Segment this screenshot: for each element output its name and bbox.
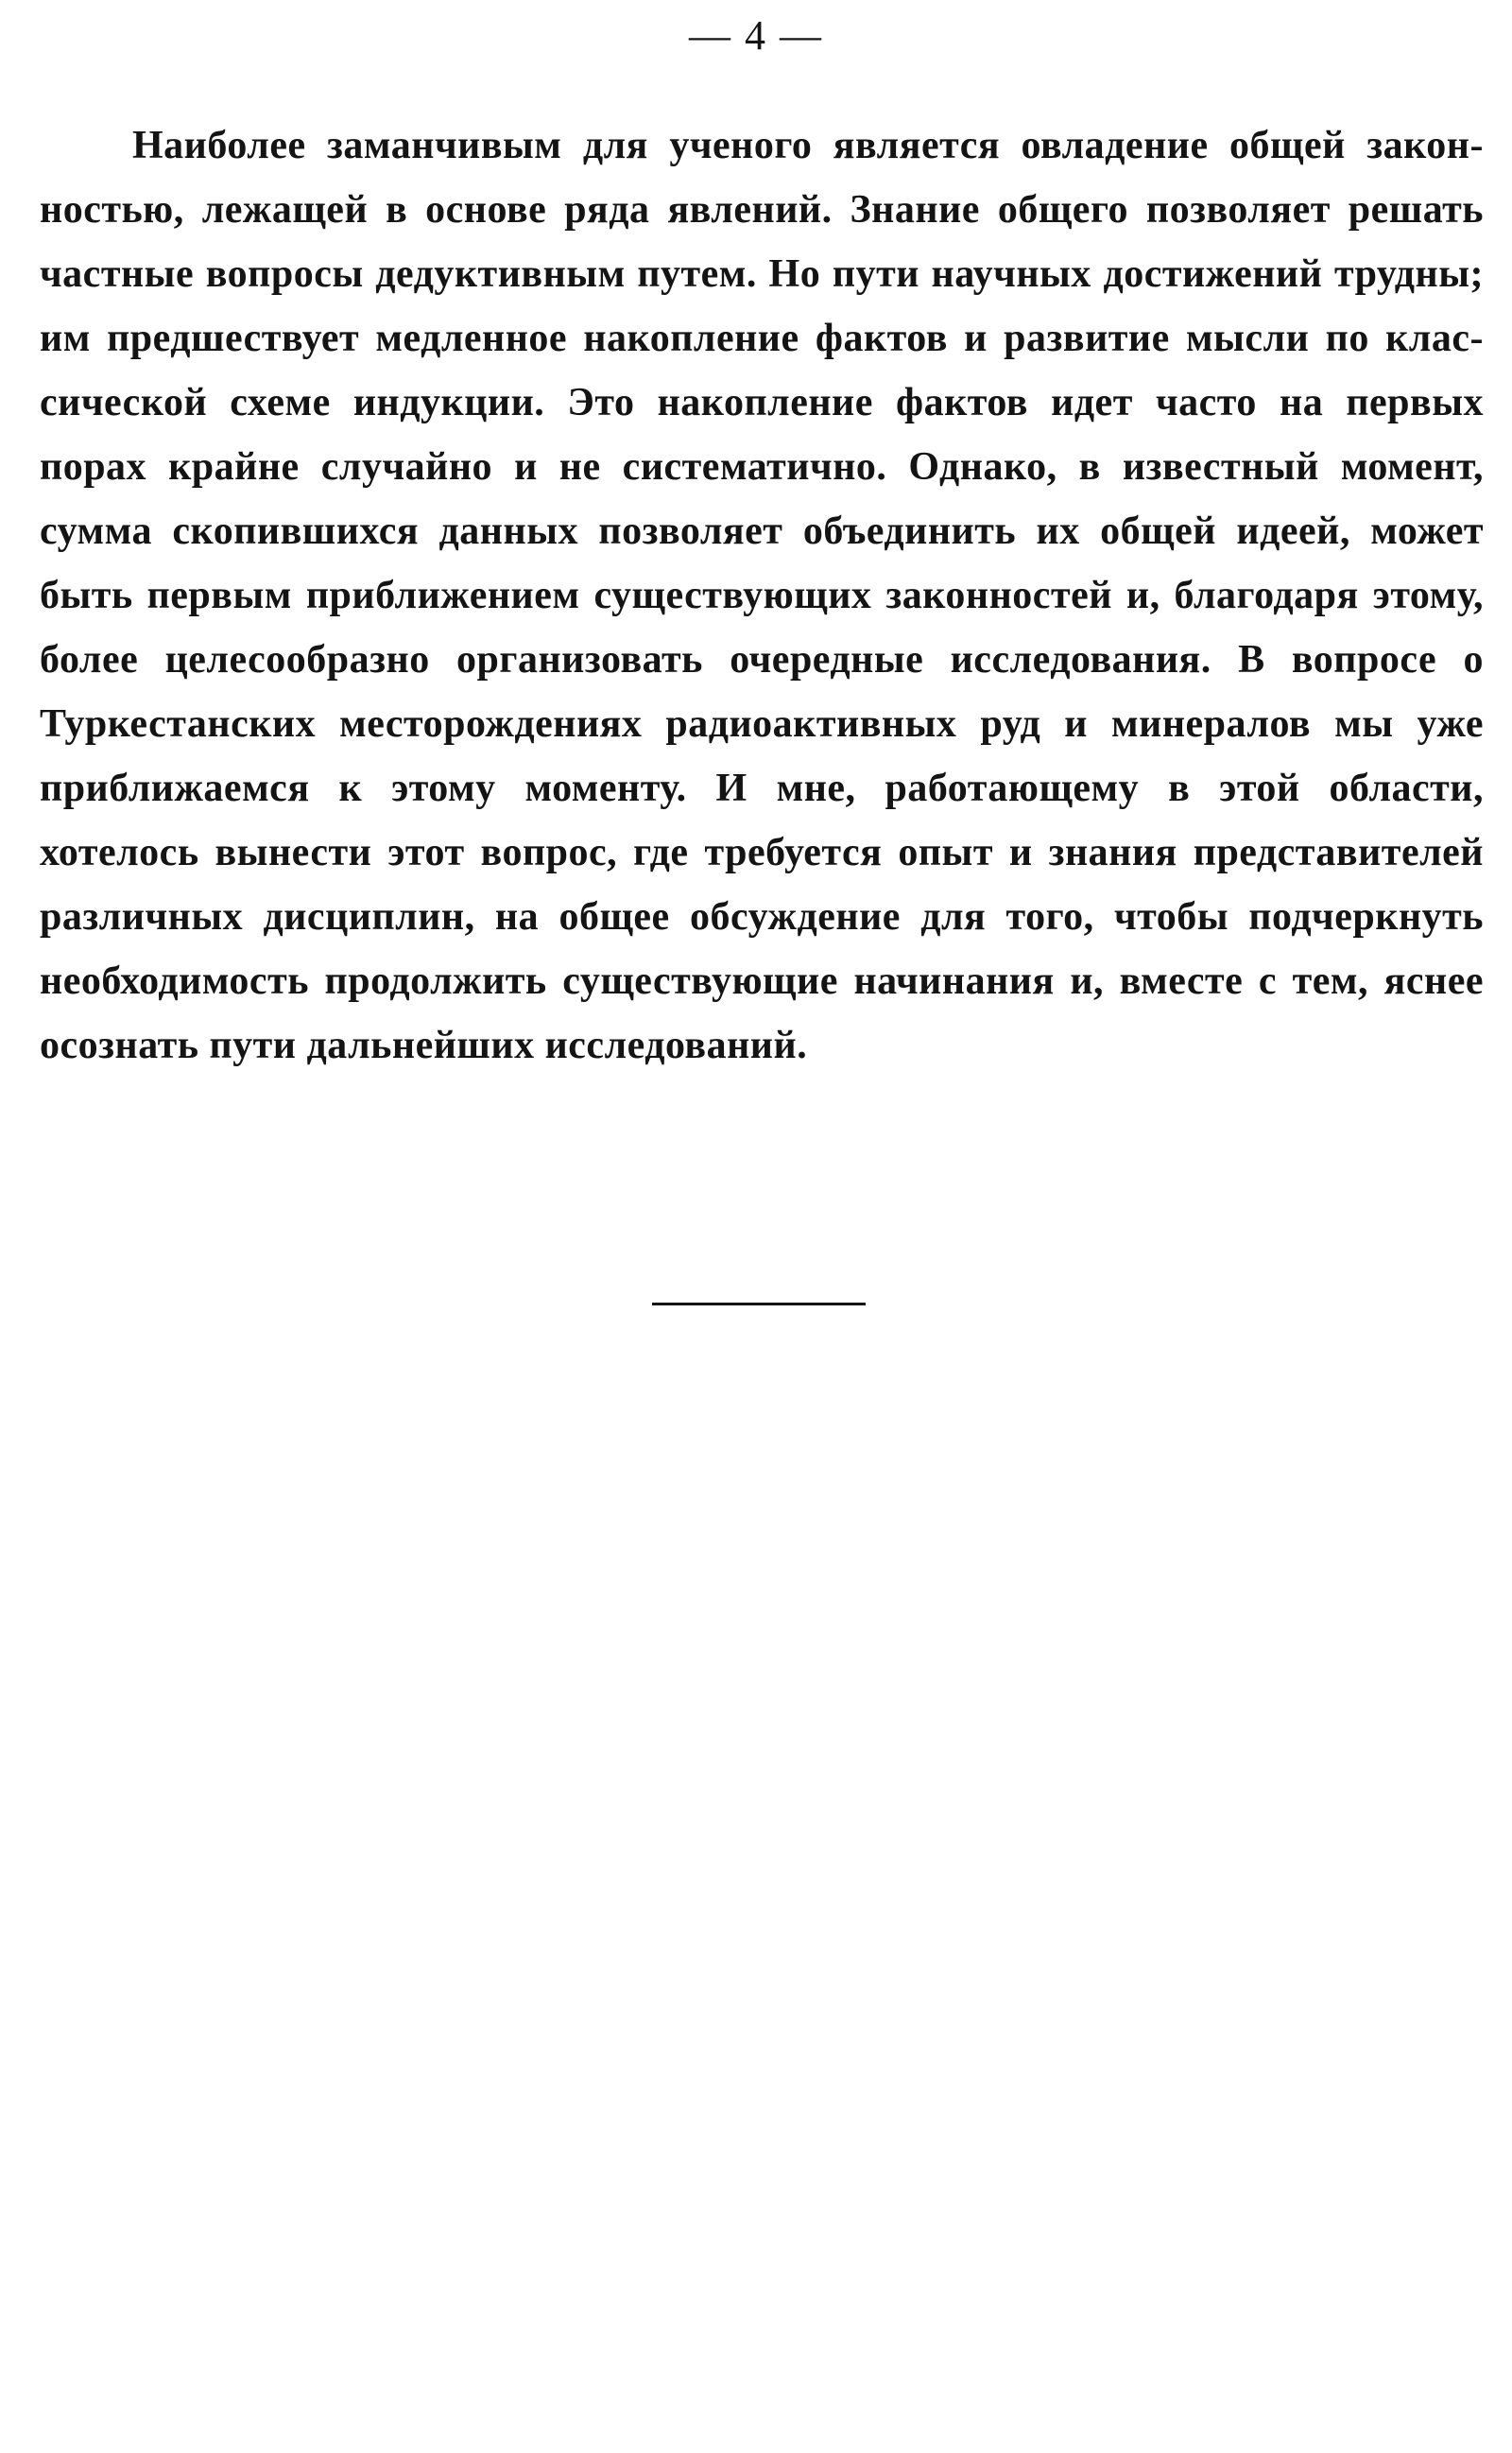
text-line: порах крайне случайно и не систематично. Однако, в известный момент,	[40, 445, 1484, 489]
text-line: сумма скопившихся данных позволяет объединить их общей идеей, может	[40, 510, 1484, 553]
section-end-rule	[652, 1303, 866, 1305]
text-line: приближаемся к этому моменту. И мне, работающему в этой области,	[40, 767, 1484, 810]
text-line: более целесообразно организовать очередные исследования. В вопросе о	[40, 638, 1484, 682]
page-number: — 4 —	[689, 12, 823, 59]
text-line: частные вопросы дедуктивным путем. Но пути научных достижений трудны;	[40, 252, 1484, 296]
text-line: различных дисциплин, на общее обсуждение для того, чтобы подчеркнуть	[40, 895, 1484, 939]
text-line: необходимость продолжить существующие начинания и, вместе с тем, яснее	[40, 959, 1484, 1003]
text-line: хотелось вынести этот вопрос, где требуется опыт и знания представителей	[40, 831, 1484, 874]
text-line: Туркестанских месторождениях радиоактивных руд и минералов мы уже	[40, 702, 1484, 746]
text-line: ностью, лежащей в основе ряда явлений. Знание общего позволяет решать	[40, 188, 1484, 232]
text-line: им предшествует медленное накопление фактов и развитие мысли по клас-	[40, 317, 1484, 360]
text-line: осознать пути дальнейших исследований.	[40, 1024, 808, 1067]
text-line: Наиболее заманчивым для ученого является овладение общей закон-	[132, 124, 1484, 167]
text-line: сической схеме индукции. Это накопление фактов идет часто на первых	[40, 381, 1484, 424]
text-line: быть первым приближением существующих законностей и, благодаря этому,	[40, 574, 1484, 617]
body-paragraph	[40, 113, 1484, 1078]
